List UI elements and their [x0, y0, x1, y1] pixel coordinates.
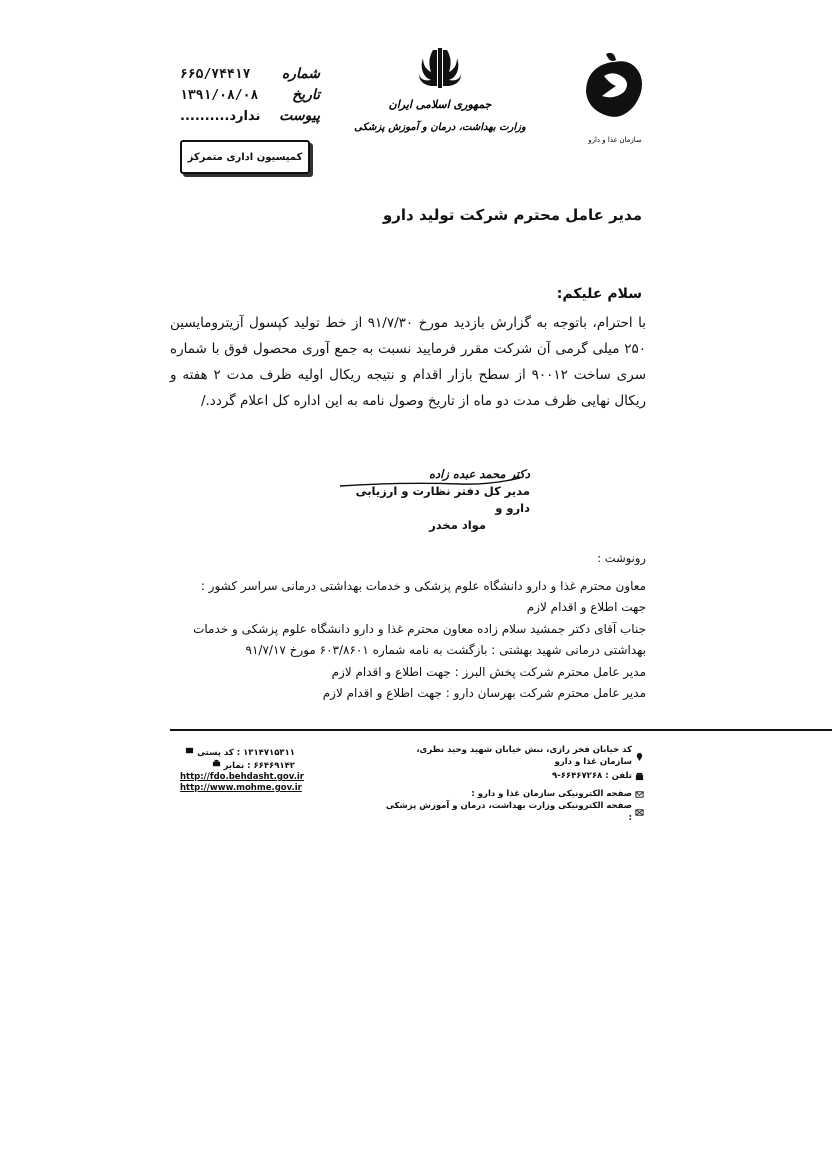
addressee: مدیر عامل محترم شرکت تولید دارو	[382, 206, 642, 224]
number-row	[180, 64, 320, 85]
cc-item: مدیر عامل محترم شرکت پخش البرز : جهت اطلاع و اقدام لازم	[331, 664, 646, 679]
cc-block	[176, 548, 646, 705]
address-row: کد خیابان فخر رازی، نبش خیابان شهید وحید نظری، سازمان غذا و دارو	[384, 744, 644, 768]
postal-code: ۱۳۱۴۷۱۵۳۱۱ : کد پستی	[180, 746, 295, 759]
fda-logo	[580, 50, 650, 150]
cc-item: جناب آقای دکتر جمشید سلام زاده معاون محترم غذا و دارو دانشگاه علوم پزشکی و خدمات بهداشتی درمانی شهید بهشتی : بازگشت به نامه شماره ۶۰۳/۸۶۰۱ مورخ ۹۱/۷/۱۷	[193, 621, 646, 657]
emblem-icon	[354, 44, 526, 144]
letter-body: با احترام، باتوجه به گزارش بازدید مورخ ۹۱/۷/۳۰ از خط تولید کپسول آزیترومایسین ۲۵۰ میلی گرمی آن شرکت مقرر فرمایید نسبت به جمع آوری محصول فوق با شماره سری ساخت ۹۰۰۱۲ از سطح بازار اقدام و نتیجه ریکال اولیه ظرف مدت ۲ هفته و ریکال نهایی ظرف مدت دو ماه از تاریخ وصول نامه به این اداره کل اعلام گردد./	[170, 315, 647, 409]
email-icon	[635, 808, 644, 817]
letter-meta	[180, 64, 320, 127]
email-icon	[635, 790, 644, 799]
number-label: شماره	[281, 66, 320, 82]
attachment-label: پیوست	[279, 108, 320, 124]
fax-icon	[212, 759, 221, 768]
logo-caption: سازمان غذا و دارو	[588, 136, 642, 144]
cc-item: مدیر عامل محترم شرکت بهرسان دارو : جهت اطلاع و اقدام لازم	[322, 686, 646, 700]
fdo-link[interactable]: http://fdo.behdasht.gov.ir	[180, 772, 304, 782]
date-row	[180, 85, 320, 106]
number-value: ۶۶۵/۷۴۴۱۷	[180, 67, 251, 82]
cc-item: معاون محترم غذا و دارو دانشگاه علوم پزشکی و خدمات بهداشتی درمانی سراسر کشور : جهت اطلاع و اقدام لازم	[200, 578, 646, 614]
cc-title: رونوشت :	[597, 551, 646, 565]
phone-row: تلفن : ۶۶۴۶۷۲۶۸-۹	[384, 770, 644, 782]
signature-block	[330, 466, 530, 534]
date-label: تاریخ	[292, 87, 320, 103]
emblem-line2: وزارت بهداشت، درمان و آموزش پزشکی	[354, 122, 526, 133]
signer-name: دکتر محمد عبده زاده	[429, 467, 530, 481]
footer-contacts	[180, 746, 304, 794]
postal-icon	[185, 746, 194, 755]
emblem-line1: جمهوری اسلامی ایران	[388, 98, 492, 111]
footer-divider	[170, 729, 832, 731]
iran-emblem	[354, 44, 526, 144]
web2-row: صفحه الکترونیکی وزارت بهداشت، درمان و آموزش پزشکی :	[384, 800, 644, 824]
mohme-link[interactable]: http://www.mohme.gov.ir	[180, 783, 302, 793]
fda-logo-icon	[580, 50, 650, 150]
date-value: ۱۳۹۱/۰۸/۰۸	[180, 88, 259, 103]
attachment-row	[180, 106, 320, 127]
salutation: سلام علیکم:	[556, 286, 642, 302]
location-icon	[635, 752, 644, 761]
fax: ۶۶۴۶۹۱۴۲ : نمابر	[180, 759, 295, 772]
web1-row: صفحه الکترونیکی سازمان غذا و دارو :	[384, 788, 644, 800]
footer-address	[384, 744, 644, 824]
signer-title-line1: مدیر کل دفتر نظارت و ارزیابی دارو و	[355, 484, 530, 515]
commission-stamp: کمیسیون اداری متمرکز	[180, 140, 310, 174]
attachment-value: ندارد..........	[180, 109, 261, 124]
phone-icon	[635, 772, 644, 781]
signer-title-line2: مواد مخدر	[429, 518, 486, 532]
